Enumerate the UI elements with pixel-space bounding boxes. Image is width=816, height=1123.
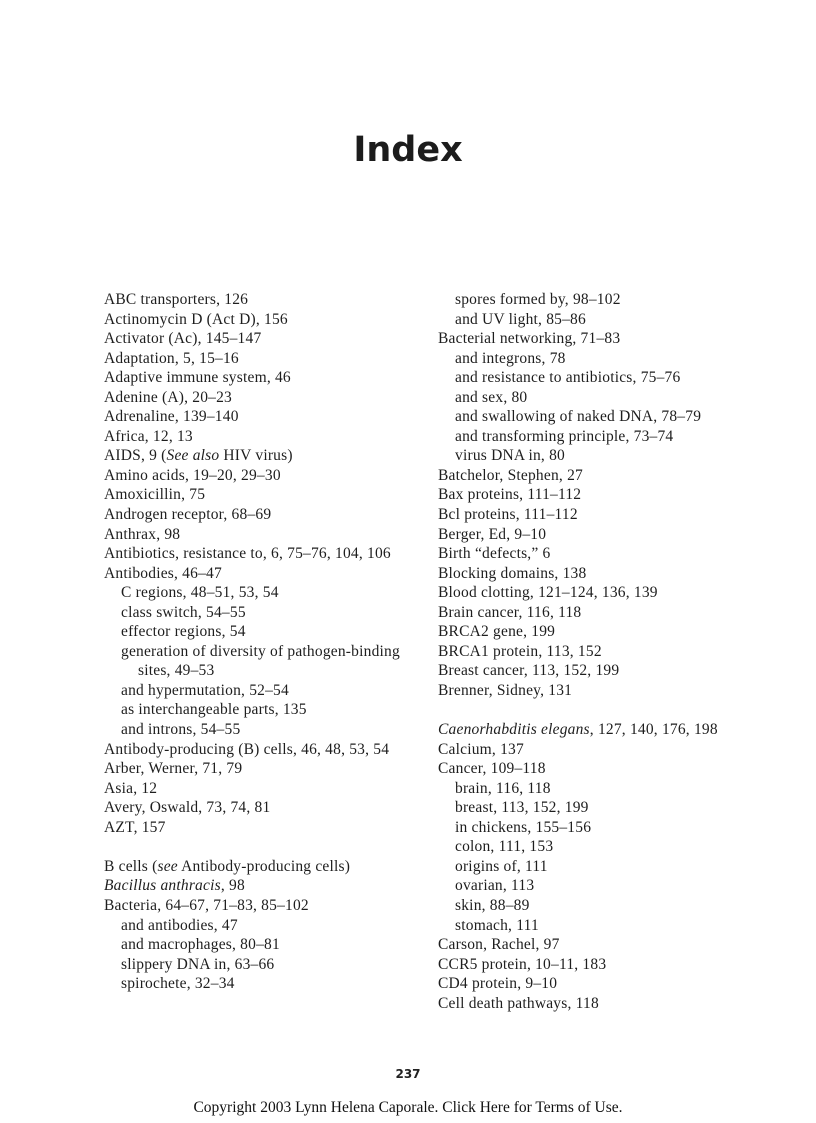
index-subentry: and macrophages, 80–81: [121, 936, 280, 954]
index-subentry: and hypermutation, 52–54: [121, 681, 289, 699]
index-subentry: spores formed by, 98–102: [455, 291, 621, 308]
index-subentry: as interchangeable parts, 135: [121, 701, 307, 719]
index-entry: Cell death pathways, 118: [438, 994, 599, 1012]
index-entry: Antibodies, 46–47: [104, 564, 222, 582]
index-column-left: [104, 290, 434, 994]
index-entry: Brenner, Sidney, 131: [438, 681, 573, 699]
index-subentry: in chickens, 155–156: [455, 818, 592, 836]
index-entry: ABC transporters, 126: [104, 291, 249, 308]
index-subentry: and UV light, 85–86: [455, 310, 586, 328]
index-entry: Blood clotting, 121–124, 136, 139: [438, 584, 658, 602]
index-entry: Avery, Oswald, 73, 74, 81: [104, 799, 271, 817]
index-entry: AZT, 157: [104, 818, 166, 836]
index-entry: Androgen receptor, 68–69: [104, 506, 272, 524]
index-subentry: slippery DNA in, 63–66: [121, 955, 275, 973]
index-entry: Bax proteins, 111–112: [438, 486, 582, 504]
index-subentry: stomach, 111: [455, 916, 539, 934]
index-entry: Africa, 12, 13: [104, 427, 193, 445]
index-entry: Bcl proteins, 111–112: [438, 506, 578, 524]
copyright-link[interactable]: Copyright 2003 Lynn Helena Caporale. Click Here for Terms of Use.: [193, 1099, 623, 1116]
index-subentry: and sex, 80: [455, 388, 528, 406]
index-subentry: and introns, 54–55: [121, 721, 241, 739]
index-entry: Arber, Werner, 71, 79: [104, 760, 243, 778]
page-number: 237: [395, 1067, 421, 1081]
index-entry: [104, 857, 434, 877]
index-entry: [438, 720, 768, 740]
entry-text: B cells (: [104, 857, 158, 875]
index-entry: Calcium, 137: [438, 740, 524, 758]
index-entry: Antibiotics, resistance to, 6, 75–76, 104, 106: [104, 545, 391, 563]
italic-text: See also: [166, 447, 220, 465]
index-entry: [104, 876, 434, 896]
index-subentry: and transforming principle, 73–74: [455, 427, 674, 445]
index-entry: Amoxicillin, 75: [104, 486, 206, 504]
index-entry: Berger, Ed, 9–10: [438, 525, 547, 543]
index-entry: Batchelor, Stephen, 27: [438, 466, 583, 484]
index-entry: Birth “defects,” 6: [438, 545, 551, 563]
index-entry: Adaptive immune system, 46: [104, 369, 291, 387]
index-spacer: [438, 700, 768, 720]
index-entry: Actinomycin D (Act D), 156: [104, 310, 288, 328]
entry-text: , 98: [220, 877, 245, 895]
entry-text: AIDS, 9 (: [104, 447, 167, 465]
entry-text: , 127, 140, 176, 198: [589, 721, 718, 739]
index-entry: Bacteria, 64–67, 71–83, 85–102: [104, 896, 309, 914]
index-column-right: [438, 290, 768, 1013]
index-entry: Amino acids, 19–20, 29–30: [104, 466, 281, 484]
index-subentry: and antibodies, 47: [121, 916, 238, 934]
index-entry: Adaptation, 5, 15–16: [104, 349, 239, 367]
italic-text: see: [157, 857, 178, 875]
index-subentry: skin, 88–89: [455, 896, 530, 914]
index-entry: [104, 446, 434, 466]
index-subentry: origins of, 111: [455, 857, 548, 875]
page-title: Index: [353, 130, 463, 170]
index-entry: Activator (Ac), 145–147: [104, 330, 262, 348]
index-entry: CCR5 protein, 10–11, 183: [438, 955, 607, 973]
index-subentry: class switch, 54–55: [121, 603, 246, 621]
index-spacer: [104, 837, 434, 857]
italic-text: Caenorhabditis elegans: [438, 721, 590, 739]
index-subentry: ovarian, 113: [455, 877, 535, 895]
index-subentry: spirochete, 32–34: [121, 975, 235, 993]
index-subentry: brain, 116, 118: [455, 779, 551, 797]
index-entry: Adrenaline, 139–140: [104, 408, 239, 426]
index-entry: Brain cancer, 116, 118: [438, 603, 582, 621]
index-subentry: and resistance to antibiotics, 75–76: [455, 369, 681, 387]
index-subentry: generation of diversity of pathogen-binding sites, 49–53: [121, 642, 400, 680]
index-entry: Adenine (A), 20–23: [104, 388, 233, 406]
entry-text: Antibody-producing cells): [177, 857, 351, 875]
index-subentry: and swallowing of naked DNA, 78–79: [455, 408, 702, 426]
index-entry: CD4 protein, 9–10: [438, 975, 558, 993]
entry-text: HIV virus): [219, 447, 293, 465]
index-entry: BRCA1 protein, 113, 152: [438, 642, 602, 660]
index-subentry: virus DNA in, 80: [455, 447, 565, 465]
index-entry: Anthrax, 98: [104, 525, 181, 543]
index-entry: Bacterial networking, 71–83: [438, 330, 621, 348]
italic-text: Bacillus anthracis: [104, 877, 221, 895]
index-entry: Antibody-producing (B) cells, 46, 48, 53, 54: [104, 740, 390, 758]
index-entry: Cancer, 109–118: [438, 760, 546, 778]
index-entry: BRCA2 gene, 199: [438, 623, 556, 641]
index-subentry: breast, 113, 152, 199: [455, 799, 589, 817]
index-entry: Breast cancer, 113, 152, 199: [438, 662, 620, 680]
index-subentry: and integrons, 78: [455, 349, 566, 367]
index-entry: Asia, 12: [104, 779, 158, 797]
index-subentry: effector regions, 54: [121, 623, 246, 641]
index-subentry: colon, 111, 153: [455, 838, 554, 856]
index-entry: Carson, Rachel, 97: [438, 936, 560, 954]
index-entry: Blocking domains, 138: [438, 564, 587, 582]
index-subentry: C regions, 48–51, 53, 54: [121, 584, 279, 602]
